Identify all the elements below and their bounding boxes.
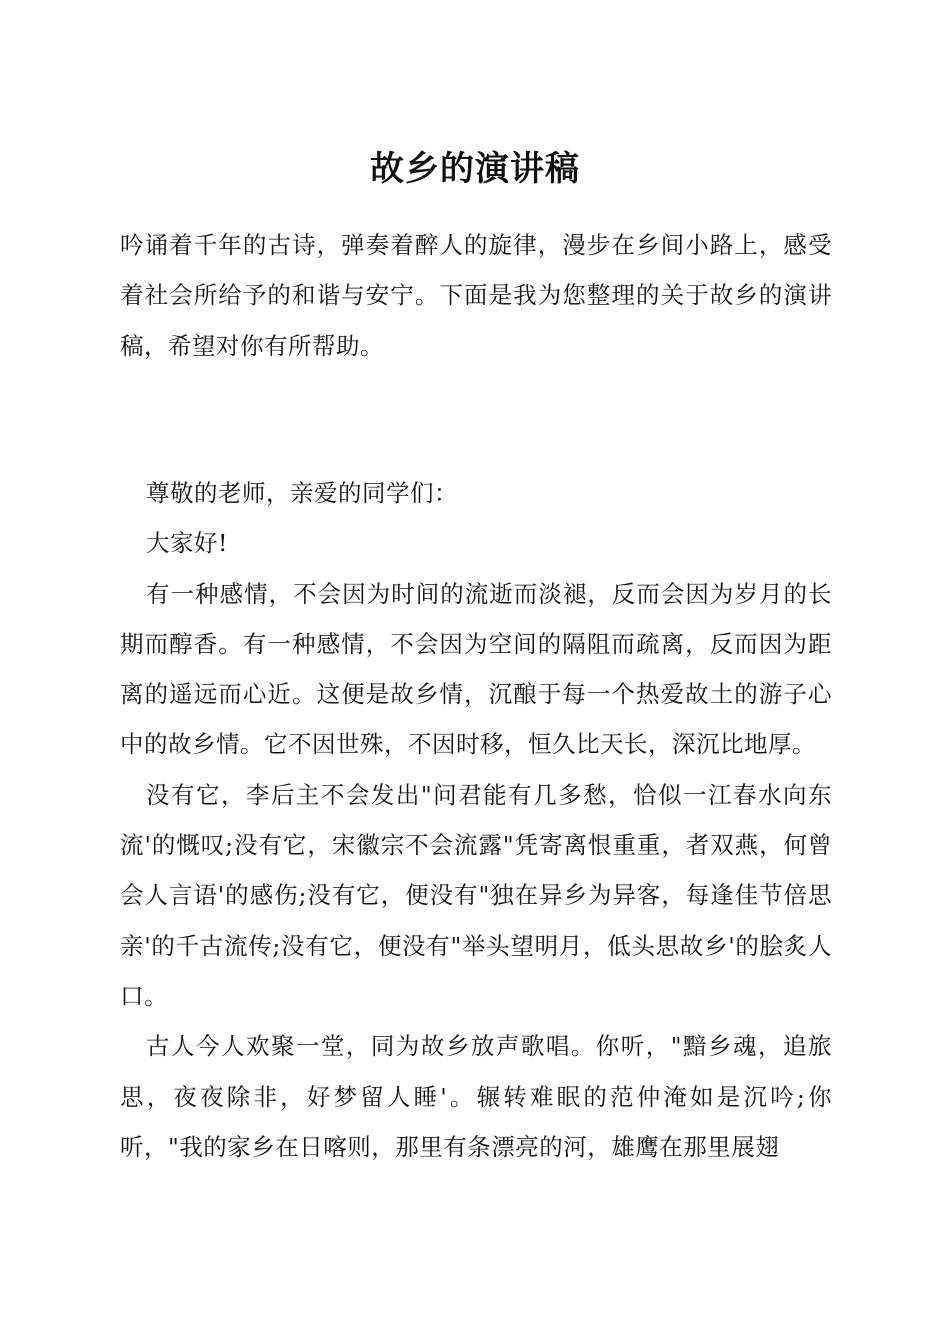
speech-body (120, 468, 832, 1172)
document-title: 故乡的演讲稿 (370, 149, 580, 189)
intro-text: 吟诵着千年的古诗，弹奏着醉人的旋律，漫步在乡间小路上，感受着社会所给予的和谐与安宁。下面是我为您整理的关于故乡的演讲稿，希望对你有所帮助。 (120, 231, 832, 360)
body-paragraph: 有一种感情，不会因为时间的流逝而淡褪，反而会因为岁月的长期而醇香。有一种感情，不会因为空间的隔阻而疏离，反而因为距离的遥远而心近。这便是故乡情，沉酿于每一个热爱故土的游子心中的故乡情。它不因世殊，不因时移，恒久比天长，深沉比地厚。 (120, 579, 832, 759)
body-paragraph: 古人今人欢聚一堂，同为故乡放声歌唱。你听，"黯乡魂，追旅思，夜夜除非，好梦留人睡'。辗转难眠的范仲淹如是沉吟;你听，"我的家乡在日喀则，那里有条漂亮的河，雄鹰在那里展翅 (120, 1032, 832, 1161)
salutation: 尊敬的老师，亲爱的同学们： (146, 479, 458, 507)
body-paragraph: 没有它，李后主不会发出"问君能有几多愁，恰似一江春水向东流'的慨叹;没有它，宋徽宗不会流露"凭寄离恨重重，者双燕，何曾会人言语'的感伤;没有它，便没有"独在异乡为异客，每逢佳节倍思亲'的千古流传;没有它，便没有"举头望明月，低头思故乡'的脍炙人口。 (120, 780, 832, 1010)
intro-paragraph (120, 220, 832, 371)
greeting: 大家好! (146, 529, 228, 558)
